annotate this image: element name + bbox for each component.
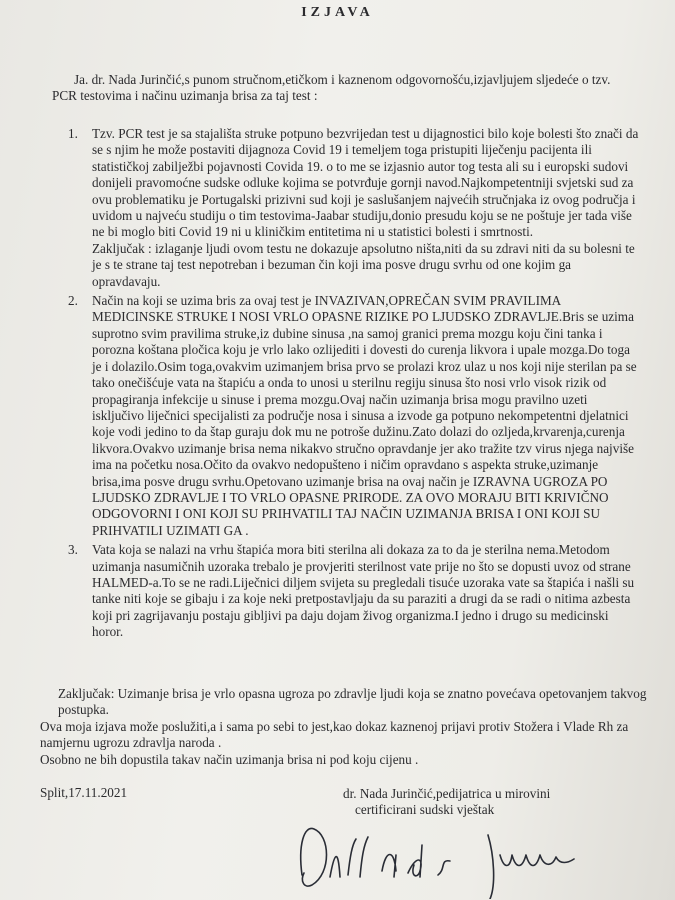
list-item-conclusion: Zaključak : izlaganje ljudi ovom testu ne dokazuje apsolutno ništa,niti da su zdravi niti da su bolesni te je s te strane taj test nepotreban i bezuman čin koji ima posve drugu svrhu od one kojim ga opravdavaju.	[92, 240, 635, 289]
final-conclusion: Zaključak: Uzimanje brisa je vrlo opasna ugroza po zdravlje ljudi koja se znatno povećava opetovanjem takvog postupka.	[58, 686, 647, 718]
place-date: Split,17.11.2021	[40, 785, 128, 800]
document-title: IZJAVA	[301, 5, 374, 20]
list-item-text: Način na koji se uzima bris za ovaj test je INVAZIVAN,OPREČAN SVIM PRAVILIMA MEDICINSKE STRUKE I NOSI VRLO OPASNE RIZIKE PO LJUDSKO ZDRAVLJE.Bris se uzima suprotno svim pravilima struke,iz dubine sinusa ,na samoj granici prema mozgu koju čini tanka i porozna koštana pločica koju je vrlo lako ozlijediti i dovesti do curenja likvora i upale mozga.Do toga je i dolazilo.Osim toga,ovakvim uzimanjem brisa prvo se prolazi kroz ulaz u nos koji nije sterilan pa se tako onečišćuje vata na štapiću a onda to unosi u sterilnu regiju sinusa što nosi vrlo visok rizik od propagiranja infekcije u sinuse i prema mozgu.Ovaj način uzimanja brisa mogu pravilno uzeti isključivo liječnici specijalisti za područje nosa i sinusa a izvode ga potpuno nekompetentni djelatnici koje vodi jedino to da štap guraju dok mu ne potroše dužinu.Zato dolazi do ozljeda,krvarenja,curenja likvora.Ovakvo uzimanje brisa nema nikakvo stručno opravdanje jer ako tražite tzv virus njega najviše ima na početku nosa.Očito da ovakvo nedopušteno i ničim opravdano s aspekta struke,uzimanje brisa,ima posve drugu svrhu.Opetovano uzimanje brisa na ovaj način je IZRAVNA UGROZA PO LJUDSKO ZDRAVLJE I TO VRLO OPASNE PRIRODE. ZA OVO MORAJU BITI KRIVIČNO ODGOVORNI I ONI KOJI SU PRIHVATILI TAJ NAČIN UZIMANJA BRISA I ONI KOJI SU PRIHVATILI UZIMATI GA .	[92, 293, 637, 538]
statement-purpose: Ova moja izjava može poslužiti,a i sama po sebi to jest,kao dokaz kaznenoj prijavi protiv Stožera i Vlade Rh za namjernu ugrozu zdravlja naroda .	[40, 718, 629, 751]
signer-block	[343, 786, 663, 819]
closing-section	[40, 686, 650, 768]
personal-statement: Osobno ne bih dopustila takav način uzimanja brisa ni pod koju cijenu .	[40, 751, 419, 767]
list-item-number: 1.	[68, 126, 78, 141]
numbered-list	[66, 126, 640, 644]
list-item	[66, 126, 640, 290]
signer-title: certificirani sudski vještak	[355, 802, 495, 818]
signer-name: dr. Nada Jurinčić,pedijatrica u mirovini	[343, 786, 551, 801]
list-item-number: 2.	[68, 293, 78, 309]
list-item	[66, 293, 640, 539]
list-item-text: Vata koja se nalazi na vrhu štapića mora biti sterilna ali dokaza za to da je sterilna nema.Metodom uzimanja nasumičnih uzoraka trebalo je provjeriti sterilnost vate prije no što se dopusti uvoz od strane HALMED-a.To se ne radi.Liječnici diljem svijeta su pregledali tisuće uzoraka vate sa štapića i našli su tanke niti koje se gibaju i za koje neki pretpostavljaju da su paraziti a drugi da se radi o nitima azbesta koji pri zagrijavanju postaju gibljivi pa daju dojam živog organizma.I jedno i drugo su medicinski horor.	[92, 542, 635, 640]
intro-paragraph: Ja. dr. Nada Jurinčić,s punom stručnom,etičkom i kaznenom odgovornošću,izjavljujem sljedeće o tzv. PCR testovima i načinu uzimanja brisa za taj test :	[52, 72, 611, 104]
list-item-number: 3.	[68, 542, 78, 558]
handwritten-signature	[290, 815, 590, 899]
list-item-text: Tzv. PCR test je sa stajališta struke potpuno bezvrijedan test u dijagnostici bilo koje bolesti što znači da se s njim he može postaviti dijagnoza Covid 19 i temeljem toga pristupiti liječenju pacijenta ili statističkoj zabilježbi pojavnosti Covida 19. o to me se izjasnio autor tog testa ali su i europski sudovi donijeli pravomoćne sudske odluke kojima se potvrđuje gornji navod.Najkompetentniji svjetski sud za ovu problematiku je Portugalski prizivni sud koji je saslušanjem najvećih stručnjaka iz ovog područja i uvidom u najveću studiju o tim testovima-Jaabar studiju,donio presudu koju se ne poštuje jer tada više ne bi moglo biti Covid 19 ni u kliničkim entitetima ni u statistici bolesti i smrtnosti.	[92, 126, 639, 240]
list-item	[66, 542, 640, 640]
